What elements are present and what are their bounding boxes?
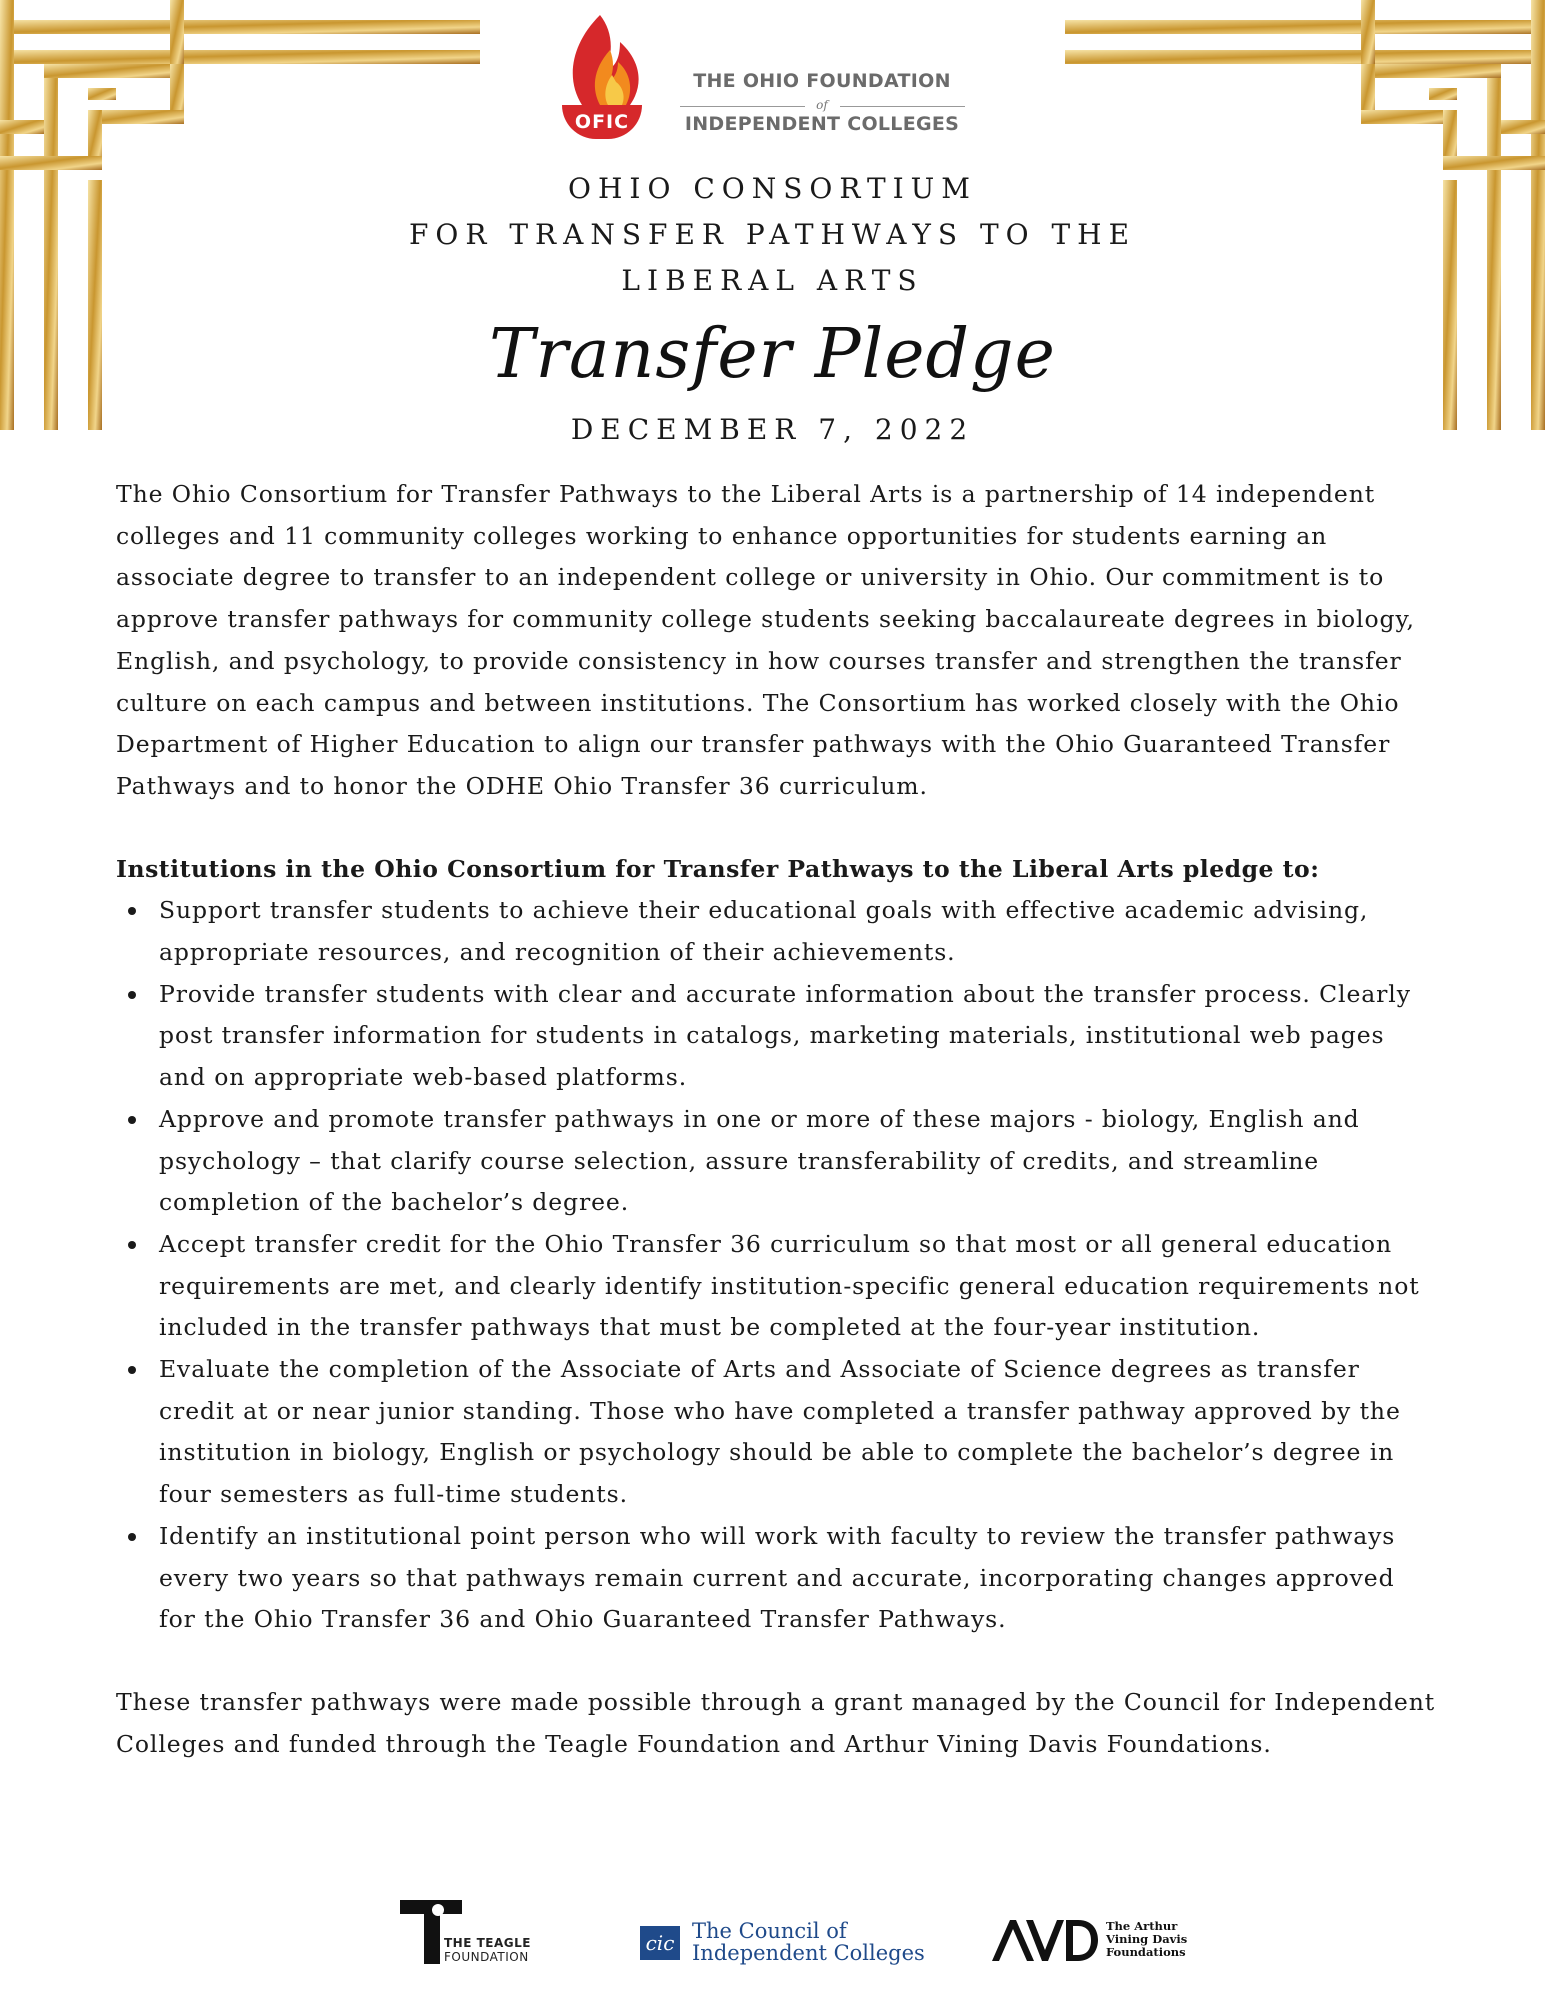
cic-name-line1: The Council of (692, 1919, 847, 1943)
list-item: Provide transfer students with clear and accurate information about the transfer process. Clearly post transfer information for students in catalogs, marketing materials, institutional web pages and on appropriate web-based platforms. (116, 974, 1436, 1099)
list-item: Evaluate the completion of the Associate of Arts and Associate of Science degrees as transfer credit at or near junior standing. Those who have completed a transfer pathway approved by the institution in biology, English or psychology should be able to complete the bachelor’s degree in four semesters as full-time students. (116, 1349, 1436, 1516)
title-line-2: FOR TRANSFER PATHWAYS TO THE (408, 218, 1137, 251)
avd-monogram-icon (990, 1918, 1100, 1963)
list-item: Identify an institutional point person who will work with faculty to review the transfer pathways every two years so that pathways remain current and accurate, incorporating changes approved for the Ohio Transfer 36 and Ohio Guaranteed Transfer Pathways. (116, 1516, 1436, 1641)
document-body (116, 474, 1436, 1765)
pledge-list (116, 890, 1436, 1641)
org-name-line2: INDEPENDENT COLLEGES (684, 113, 960, 135)
teagle-name-line1: THE TEAGLE (444, 1936, 531, 1950)
avd-foundations-logo (990, 1918, 1210, 1963)
cic-name-line2: Independent Colleges (692, 1941, 925, 1965)
title-line-1: OHIO CONSORTIUM (568, 172, 977, 205)
avd-name-line2: Vining Davis (1106, 1932, 1188, 1946)
ofic-badge: OFIC (562, 105, 642, 139)
teagle-name-line2: FOUNDATION (444, 1950, 529, 1964)
avd-name-line3: Foundations (1106, 1945, 1186, 1959)
intro-paragraph: The Ohio Consortium for Transfer Pathways to the Liberal Arts is a partnership of 14 independent colleges and 11 community colleges working to enhance opportunities for students earning an associate degree to transfer to an independent college or university in Ohio. Our commitment is to approve transfer pathways for community college students seeking baccalaureate degrees in biology, English, and psychology, to provide consistency in how courses transfer and strengthen the transfer culture on each campus and between institutions. The Consortium has worked closely with the Ohio Department of Higher Education to align our transfer pathways with the Ohio Guaranteed Transfer Pathways and to honor the ODHE Ohio Transfer 36 curriculum. (116, 480, 1415, 800)
funding-paragraph: These transfer pathways were made possible through a grant managed by the Council for Independent Colleges and funded through the Teagle Foundation and Arthur Vining Davis Foundations. (116, 1687, 1436, 1758)
ofic-logo (560, 10, 1000, 140)
sponsor-logos (0, 1900, 1545, 1970)
list-item: Approve and promote transfer pathways in one or more of these majors - biology, English and psychology – that clarify course selection, assure transferability of credits, and streamline completion of the bachelor’s degree. (116, 1099, 1436, 1224)
cic-logo (640, 1920, 930, 1965)
pledge-date: DECEMBER 7, 2022 (570, 413, 975, 446)
title-line-3: LIBERAL ARTS (621, 264, 924, 297)
list-item: Accept transfer credit for the Ohio Transfer 36 curriculum so that most or all general education requirements are met, and clearly identify institution-specific general education requirements not included in the transfer pathways that must be completed at the four-year institution. (116, 1224, 1436, 1349)
avd-name-line1: The Arthur (1106, 1919, 1178, 1933)
teagle-foundation-logo (400, 1900, 550, 1964)
pledge-heading: Institutions in the Ohio Consortium for Transfer Pathways to the Liberal Arts pledge to: (116, 854, 1320, 883)
org-name-of: of (816, 98, 828, 112)
divider (840, 106, 965, 107)
list-item: Support transfer students to achieve their educational goals with effective academic advising, appropriate resources, and recognition of their achievements. (116, 890, 1436, 973)
script-title: Transfer Pledge (489, 315, 1056, 394)
org-name-line1: THE OHIO FOUNDATION (693, 70, 951, 92)
cic-mark: cic (640, 1926, 680, 1960)
